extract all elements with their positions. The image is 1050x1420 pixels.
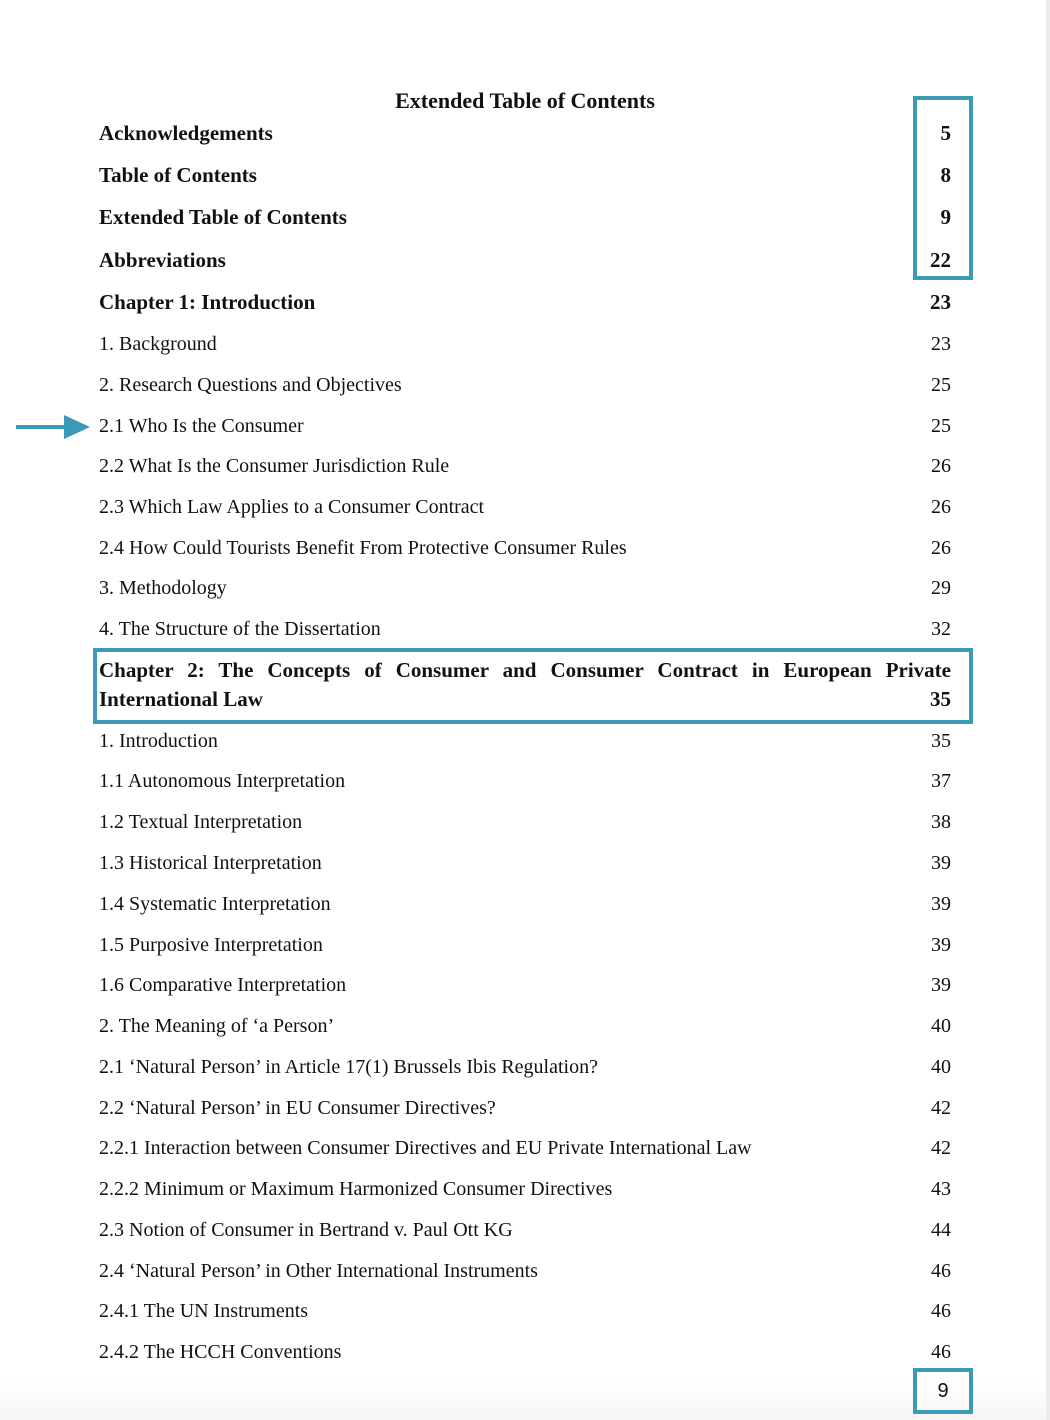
- toc-entry-page: 35: [930, 687, 951, 711]
- page-edge: [1046, 0, 1050, 1420]
- chapter-highlight-box: [93, 648, 973, 724]
- toc-entry-label: 2.4 How Could Tourists Benefit From Protective Consumer Rules: [99, 537, 627, 559]
- page-title: Extended Table of Contents: [395, 88, 655, 113]
- page-number-badge: 9: [913, 1368, 973, 1414]
- toc-entry[interactable]: [99, 1340, 951, 1364]
- toc-entry-page: 26: [931, 455, 951, 477]
- toc-entry-label: 1.4 Systematic Interpretation: [99, 893, 331, 915]
- toc-entry[interactable]: [99, 729, 951, 753]
- toc-entry-label: 2.1 ‘Natural Person’ in Article 17(1) Brussels Ibis Regulation?: [99, 1056, 598, 1078]
- toc-chapter-heading[interactable]: [99, 290, 951, 314]
- toc-entry[interactable]: [99, 576, 951, 600]
- toc-entry-page: 25: [931, 374, 951, 396]
- toc-entry[interactable]: [99, 373, 951, 397]
- toc-entry-page: 23: [930, 290, 951, 314]
- arrow-right-icon: [16, 414, 92, 440]
- toc-entry-label: International Law: [99, 687, 263, 711]
- toc-entry-page: 39: [931, 934, 951, 956]
- toc-entry[interactable]: [99, 163, 951, 187]
- toc-entry-label: 1. Background: [99, 333, 217, 355]
- toc-entry-label: 2.3 Which Law Applies to a Consumer Contract: [99, 496, 485, 518]
- toc-entry[interactable]: [99, 332, 951, 356]
- toc-entry[interactable]: [99, 1055, 951, 1079]
- toc-entry[interactable]: [99, 973, 951, 997]
- toc-entry[interactable]: [99, 536, 951, 560]
- toc-entry-page: 44: [931, 1219, 951, 1241]
- toc-entry[interactable]: [99, 495, 951, 519]
- toc-entry-label: 2.2 ‘Natural Person’ in EU Consumer Directives?: [99, 1097, 496, 1119]
- toc-entry[interactable]: [99, 1136, 951, 1160]
- toc-entry[interactable]: [99, 248, 951, 272]
- toc-entry-page: 5: [940, 121, 951, 145]
- toc-entry-label: 2.4 ‘Natural Person’ in Other International Instruments: [99, 1260, 538, 1282]
- toc-entry-label: 2.1 Who Is the Consumer: [99, 415, 304, 437]
- toc-entry-label: 1. Introduction: [99, 730, 218, 752]
- toc-entry-label: 1.6 Comparative Interpretation: [99, 974, 347, 996]
- toc-entry-page: 26: [931, 537, 951, 559]
- toc-entry-page: 39: [931, 974, 951, 996]
- toc-entry-label: 2.2.2 Minimum or Maximum Harmonized Consumer Directives: [99, 1178, 613, 1200]
- toc-entry[interactable]: [99, 1096, 951, 1120]
- toc-entry-label: Abbreviations: [99, 248, 226, 272]
- toc-entry-page: 23: [931, 333, 951, 355]
- toc-entry-page: 40: [931, 1056, 951, 1078]
- toc-entry-page: 46: [931, 1300, 951, 1322]
- toc-entry-label: 1.2 Textual Interpretation: [99, 811, 303, 833]
- toc-entry-page: 46: [931, 1341, 951, 1363]
- toc-entry[interactable]: [99, 892, 951, 916]
- toc-entry[interactable]: [99, 769, 951, 793]
- toc-entry-page: 26: [931, 496, 951, 518]
- toc-entry-page: 39: [931, 852, 951, 874]
- toc-entry-label: 2.3 Notion of Consumer in Bertrand v. Paul Ott KG: [99, 1219, 513, 1241]
- toc-entry-page: 25: [931, 415, 951, 437]
- toc-entry-label: 2. Research Questions and Objectives: [99, 374, 402, 396]
- toc-entry[interactable]: [99, 1299, 951, 1323]
- chapter-heading-line-1: Chapter 2: The Concepts of Consumer and Consumer Contract in European Private: [99, 658, 951, 682]
- toc-entry-highlighted[interactable]: [99, 414, 951, 438]
- toc-entry-label: 2.4.2 The HCCH Conventions: [99, 1341, 342, 1363]
- toc-entry-label: 1.1 Autonomous Interpretation: [99, 770, 346, 792]
- toc-entry-page: 32: [931, 618, 951, 640]
- toc-entry-page: 46: [931, 1260, 951, 1282]
- toc-entry-label: 1.5 Purposive Interpretation: [99, 934, 323, 956]
- toc-entry[interactable]: [99, 617, 951, 641]
- toc-entry-label: 2.2 What Is the Consumer Jurisdiction Rule: [99, 455, 450, 477]
- toc-entry[interactable]: [99, 1177, 951, 1201]
- toc-entry-page: 8: [940, 163, 951, 187]
- toc-entry-label: 3. Methodology: [99, 577, 227, 599]
- toc-entry[interactable]: [99, 1259, 951, 1283]
- toc-entry-page: 40: [931, 1015, 951, 1037]
- toc-entry-label: Table of Contents: [99, 163, 257, 187]
- toc-entry[interactable]: [99, 205, 951, 229]
- toc-entry-page: 22: [930, 248, 951, 272]
- toc-entry-page: 42: [931, 1137, 951, 1159]
- toc-entry[interactable]: [99, 121, 951, 145]
- toc-entry-page: 39: [931, 893, 951, 915]
- toc-entry[interactable]: [99, 851, 951, 875]
- toc-entry-label: Extended Table of Contents: [99, 205, 347, 229]
- toc-entry-label: 4. The Structure of the Dissertation: [99, 618, 381, 640]
- page-numbers-highlight-box: [913, 96, 973, 280]
- toc-entry[interactable]: [99, 454, 951, 478]
- toc-entry-page: 37: [931, 770, 951, 792]
- toc-entry-label: 2.4.1 The UN Instruments: [99, 1300, 309, 1322]
- toc-entry-label: 2.2.1 Interaction between Consumer Directives and EU Private International Law: [99, 1137, 752, 1159]
- toc-entry[interactable]: [99, 1218, 951, 1242]
- toc-entry-page: 9: [940, 205, 951, 229]
- toc-entry-label: 1.3 Historical Interpretation: [99, 852, 322, 874]
- toc-entry-page: 38: [931, 811, 951, 833]
- toc-entry[interactable]: [99, 810, 951, 834]
- toc-entry-page: 29: [931, 577, 951, 599]
- toc-entry-page: 35: [931, 730, 951, 752]
- toc-entry-label: Chapter 1: Introduction: [99, 290, 316, 314]
- toc-entry-label: Acknowledgements: [99, 121, 273, 145]
- toc-entry[interactable]: [99, 1014, 951, 1038]
- toc-entry[interactable]: [99, 933, 951, 957]
- toc-entry-page: 42: [931, 1097, 951, 1119]
- toc-entry-label: 2. The Meaning of ‘a Person’: [99, 1015, 335, 1037]
- toc-entry-page: 43: [931, 1178, 951, 1200]
